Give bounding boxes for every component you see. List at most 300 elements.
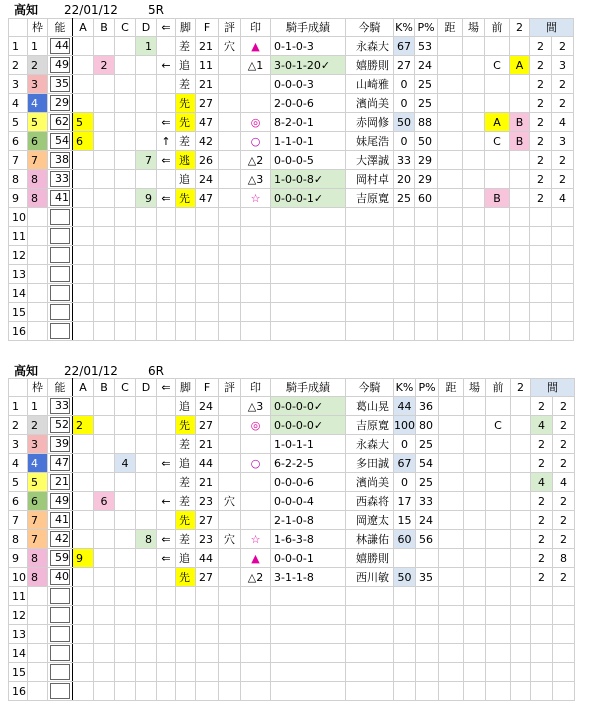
kyaku-cell: 差 (176, 75, 196, 94)
arrow-cell (157, 568, 176, 587)
ma1-cell (530, 246, 552, 265)
hyo-cell (219, 606, 241, 625)
kyori-cell (438, 56, 463, 75)
jockey-cell: 永森大 (346, 37, 394, 56)
shirushi-cell: ☆ (241, 189, 271, 208)
ma1-cell: 2 (530, 151, 552, 170)
col-d (136, 132, 157, 151)
col-d (136, 549, 157, 568)
waku-cell (28, 227, 48, 246)
table-row (9, 644, 575, 663)
jockey-cell: 吉原寛 (346, 416, 394, 435)
shirushi-cell (241, 625, 271, 644)
header-rownum (9, 379, 28, 397)
nou-cell (48, 473, 73, 492)
col-c (115, 113, 136, 132)
f-cell: 27 (196, 568, 219, 587)
col-b (94, 170, 115, 189)
nou-cell (48, 322, 73, 341)
shirushi-cell: △1 (241, 56, 271, 75)
col-c (115, 511, 136, 530)
ma2-cell: 2 (552, 94, 574, 113)
ma2-cell: 2 (553, 397, 575, 416)
col-d (136, 435, 157, 454)
ba-cell (464, 625, 486, 644)
nou-value: 47 (50, 455, 70, 471)
f-cell: 24 (196, 397, 219, 416)
jockey-record-cell: 1-1-0-1 (271, 132, 346, 151)
kyori-cell (439, 549, 464, 568)
hyo-cell (219, 303, 241, 322)
column-header: 能 (48, 379, 73, 397)
col-d (136, 246, 157, 265)
jockey-cell (346, 606, 394, 625)
kyaku-cell (176, 227, 196, 246)
column-header: P% (415, 19, 438, 37)
ma2-cell (553, 606, 575, 625)
col-d (136, 322, 157, 341)
arrow-cell (157, 473, 176, 492)
ma2-cell: 2 (553, 454, 575, 473)
col-a (73, 606, 94, 625)
table-row (9, 397, 575, 416)
f-cell (196, 303, 219, 322)
ba-cell (464, 587, 486, 606)
jockey-record-cell: 8-2-0-1 (271, 113, 346, 132)
ba-cell (463, 56, 485, 75)
nou-cell (48, 416, 73, 435)
row-number: 13 (9, 625, 28, 644)
row-number: 12 (9, 246, 28, 265)
col-d: 7 (136, 151, 157, 170)
kyaku-cell: 差 (176, 492, 196, 511)
col-c (115, 151, 136, 170)
col-b (94, 303, 115, 322)
k-percent-cell: 44 (394, 397, 416, 416)
row-number: 15 (9, 663, 28, 682)
p-percent-cell: 35 (416, 568, 439, 587)
jockey-record-cell: 2-1-0-8 (271, 511, 346, 530)
jockey-cell (346, 682, 394, 701)
f-cell (196, 246, 219, 265)
ba-cell (463, 94, 485, 113)
kyori-cell (439, 663, 464, 682)
column-header: 間 (530, 19, 574, 37)
table-row (9, 416, 575, 435)
nou-value: 41 (50, 512, 70, 528)
k-percent-cell: 27 (394, 56, 415, 75)
kyaku-cell (176, 246, 196, 265)
jockey-record-cell (271, 303, 346, 322)
col-d (136, 56, 157, 75)
shirushi-cell (241, 663, 271, 682)
waku-cell: 5 (28, 113, 48, 132)
nou-cell (48, 511, 73, 530)
column-header: 印 (241, 379, 271, 397)
nou-value: 33 (50, 171, 70, 187)
col-a (73, 151, 94, 170)
table-row (9, 530, 575, 549)
kyaku-cell (176, 682, 196, 701)
hyo-cell (219, 416, 241, 435)
f-cell: 24 (196, 170, 219, 189)
mae-cell: C (486, 416, 511, 435)
col-c (115, 473, 136, 492)
k-percent-cell: 50 (394, 113, 415, 132)
ba-cell (463, 189, 485, 208)
col-a (73, 511, 94, 530)
ni-cell (510, 189, 530, 208)
ma1-cell: 2 (530, 56, 552, 75)
ni-cell (510, 75, 530, 94)
p-percent-cell (416, 644, 439, 663)
race1-header (14, 3, 164, 17)
col-a (73, 265, 94, 284)
ma1-cell (531, 682, 553, 701)
ba-cell (464, 682, 486, 701)
jockey-record-cell (271, 265, 346, 284)
ni-cell (511, 606, 531, 625)
nou-cell (48, 189, 73, 208)
mae-cell (486, 435, 511, 454)
column-header: 場 (464, 379, 486, 397)
ni-cell (511, 511, 531, 530)
jockey-cell: 妹尾浩 (346, 132, 394, 151)
hyo-cell (219, 663, 241, 682)
nou-cell (48, 530, 73, 549)
col-a (73, 246, 94, 265)
nou-cell (48, 454, 73, 473)
hyo-cell (219, 56, 241, 75)
col-c (115, 322, 136, 341)
col-a (73, 473, 94, 492)
col-d (136, 473, 157, 492)
col-b: 2 (94, 56, 115, 75)
shirushi-cell: ◎ (241, 113, 271, 132)
mae-cell: C (485, 132, 510, 151)
hyo-cell (219, 322, 241, 341)
col-c (115, 284, 136, 303)
nou-value (50, 228, 70, 244)
jockey-cell (346, 246, 394, 265)
column-header: F (196, 379, 219, 397)
col-a (73, 644, 94, 663)
waku-cell (28, 587, 48, 606)
arrow-cell: ⇐ (157, 151, 176, 170)
kyori-cell (438, 37, 463, 56)
race2-date: 22/01/12 (64, 364, 118, 378)
row-number: 13 (9, 265, 28, 284)
col-d (136, 416, 157, 435)
shirushi-cell (241, 94, 271, 113)
ni-cell (511, 397, 531, 416)
shirushi-cell: ○ (241, 132, 271, 151)
col-c (115, 227, 136, 246)
col-a (73, 322, 94, 341)
mae-cell (486, 606, 511, 625)
row-number: 14 (9, 644, 28, 663)
mae-cell (486, 492, 511, 511)
arrow-cell (157, 170, 176, 189)
kyaku-cell: 差 (176, 37, 196, 56)
p-percent-cell: 53 (415, 37, 438, 56)
jockey-record-cell: 0-0-0-4 (271, 492, 346, 511)
kyori-cell (439, 511, 464, 530)
ma2-cell (552, 284, 574, 303)
table-row (9, 473, 575, 492)
nou-value: 49 (50, 493, 70, 509)
kyori-cell (438, 227, 463, 246)
col-d (136, 625, 157, 644)
table-row (9, 454, 575, 473)
jockey-cell (346, 322, 394, 341)
table-row (9, 435, 575, 454)
kyori-cell (438, 132, 463, 151)
table-row (9, 303, 574, 322)
f-cell: 27 (196, 416, 219, 435)
kyori-cell (439, 682, 464, 701)
table-row (9, 227, 574, 246)
waku-cell (28, 322, 48, 341)
col-c (115, 416, 136, 435)
column-header: 枠 (28, 379, 48, 397)
ni-cell (511, 587, 531, 606)
nou-value (50, 664, 70, 680)
col-d (136, 397, 157, 416)
nou-value: 39 (50, 436, 70, 452)
col-a (73, 189, 94, 208)
p-percent-cell (416, 587, 439, 606)
col-a: 2 (73, 416, 94, 435)
ni-cell (510, 265, 530, 284)
row-number: 8 (9, 530, 28, 549)
col-a (73, 663, 94, 682)
kyaku-cell (176, 606, 196, 625)
jockey-cell: 西川敏 (346, 568, 394, 587)
mae-cell (485, 246, 510, 265)
nou-cell (48, 587, 73, 606)
col-c (115, 492, 136, 511)
col-a (73, 682, 94, 701)
col-b (94, 132, 115, 151)
jockey-record-cell: 2-0-0-6 (271, 94, 346, 113)
k-percent-cell (394, 246, 415, 265)
hyo-cell (219, 435, 241, 454)
column-header: B (94, 19, 115, 37)
row-number: 5 (9, 473, 28, 492)
jockey-record-cell (271, 663, 346, 682)
col-c (115, 644, 136, 663)
col-d (136, 587, 157, 606)
jockey-record-cell: 0-0-0-3 (271, 75, 346, 94)
row-number: 3 (9, 75, 28, 94)
ni-cell (511, 682, 531, 701)
ni-cell (510, 322, 530, 341)
shirushi-cell: △2 (241, 151, 271, 170)
column-header: K% (394, 379, 416, 397)
nou-cell (48, 682, 73, 701)
kyori-cell (439, 644, 464, 663)
nou-cell (48, 625, 73, 644)
col-b (94, 606, 115, 625)
col-a (73, 170, 94, 189)
jockey-record-cell (271, 227, 346, 246)
col-c: 4 (115, 454, 136, 473)
race2-race-number: 6R (148, 364, 164, 378)
ba-cell (464, 549, 486, 568)
ba-cell (463, 303, 485, 322)
nou-cell (48, 94, 73, 113)
nou-value (50, 323, 70, 339)
ma2-cell (552, 227, 574, 246)
col-b (94, 435, 115, 454)
column-header: K% (394, 19, 415, 37)
table-row (9, 511, 575, 530)
col-c (115, 189, 136, 208)
ba-cell (463, 208, 485, 227)
col-c (115, 265, 136, 284)
col-a (73, 284, 94, 303)
column-header: 距 (438, 19, 463, 37)
nou-cell (48, 151, 73, 170)
ma2-cell: 4 (552, 113, 574, 132)
waku-cell: 1 (28, 37, 48, 56)
kyaku-cell (176, 284, 196, 303)
jockey-record-cell (271, 284, 346, 303)
col-b (94, 322, 115, 341)
ma2-cell (553, 663, 575, 682)
hyo-cell: 穴 (219, 492, 241, 511)
kyori-cell (438, 284, 463, 303)
arrow-cell (157, 625, 176, 644)
ma2-cell: 4 (552, 189, 574, 208)
row-number: 4 (9, 94, 28, 113)
mae-cell (485, 170, 510, 189)
hyo-cell (219, 397, 241, 416)
ma1-cell: 2 (530, 37, 552, 56)
ma2-cell: 2 (553, 568, 575, 587)
hyo-cell (219, 682, 241, 701)
p-percent-cell (415, 227, 438, 246)
mae-cell (486, 682, 511, 701)
table-row (9, 56, 574, 75)
ba-cell (463, 246, 485, 265)
kyori-cell (438, 208, 463, 227)
waku-cell (28, 625, 48, 644)
nou-cell (48, 644, 73, 663)
ba-cell (464, 663, 486, 682)
nou-cell (48, 435, 73, 454)
ba-cell (464, 473, 486, 492)
ma1-cell (530, 227, 552, 246)
waku-cell: 6 (28, 132, 48, 151)
row-number: 14 (9, 284, 28, 303)
kyori-cell (438, 170, 463, 189)
table-row (9, 189, 574, 208)
ma2-cell: 2 (552, 170, 574, 189)
waku-cell: 1 (28, 397, 48, 416)
kyori-cell (439, 568, 464, 587)
arrow-cell: ⇐ (157, 530, 176, 549)
ni-cell (511, 416, 531, 435)
kyaku-cell: 追 (176, 454, 196, 473)
hyo-cell (219, 549, 241, 568)
row-number: 6 (9, 132, 28, 151)
nou-cell (48, 284, 73, 303)
kyori-cell (439, 397, 464, 416)
col-d (136, 75, 157, 94)
mae-cell (486, 454, 511, 473)
shirushi-cell (241, 284, 271, 303)
ba-cell (464, 454, 486, 473)
jockey-cell (346, 644, 394, 663)
arrow-cell (157, 511, 176, 530)
waku-cell (28, 606, 48, 625)
col-d (136, 208, 157, 227)
ma2-cell: 2 (552, 37, 574, 56)
column-header: 前 (485, 19, 510, 37)
header-rownum (9, 19, 28, 37)
kyaku-cell: 先 (176, 189, 196, 208)
ma1-cell: 2 (531, 454, 553, 473)
kyaku-cell: 先 (176, 511, 196, 530)
table-row (9, 265, 574, 284)
arrow-cell (157, 303, 176, 322)
f-cell: 42 (196, 132, 219, 151)
arrow-cell: ← (157, 492, 176, 511)
ma1-cell (530, 265, 552, 284)
ma2-cell: 3 (552, 132, 574, 151)
shirushi-cell (241, 587, 271, 606)
ba-cell (463, 75, 485, 94)
kyaku-cell: 先 (176, 113, 196, 132)
p-percent-cell (416, 549, 439, 568)
ma1-cell: 4 (531, 473, 553, 492)
row-number: 16 (9, 682, 28, 701)
arrow-cell (157, 208, 176, 227)
f-cell: 27 (196, 94, 219, 113)
kyori-cell (438, 151, 463, 170)
ma2-cell: 2 (553, 416, 575, 435)
column-header: 今騎 (346, 19, 394, 37)
arrow-cell (157, 435, 176, 454)
col-b (94, 189, 115, 208)
jockey-cell: 濱尚美 (346, 473, 394, 492)
kyori-cell (439, 530, 464, 549)
f-cell (196, 682, 219, 701)
shirushi-cell (241, 606, 271, 625)
f-cell (196, 322, 219, 341)
shirushi-cell (241, 303, 271, 322)
f-cell: 23 (196, 492, 219, 511)
col-c (115, 94, 136, 113)
col-d (136, 663, 157, 682)
kyori-cell (438, 322, 463, 341)
ni-cell (510, 151, 530, 170)
waku-cell: 8 (28, 568, 48, 587)
hyo-cell (219, 265, 241, 284)
f-cell: 11 (196, 56, 219, 75)
column-header: 騎手成績 (271, 379, 346, 397)
row-number: 7 (9, 511, 28, 530)
nou-value: 49 (50, 57, 70, 73)
ma2-cell (552, 208, 574, 227)
p-percent-cell (416, 606, 439, 625)
row-number: 7 (9, 151, 28, 170)
shirushi-cell (241, 265, 271, 284)
col-c (115, 606, 136, 625)
kyaku-cell: 差 (176, 473, 196, 492)
